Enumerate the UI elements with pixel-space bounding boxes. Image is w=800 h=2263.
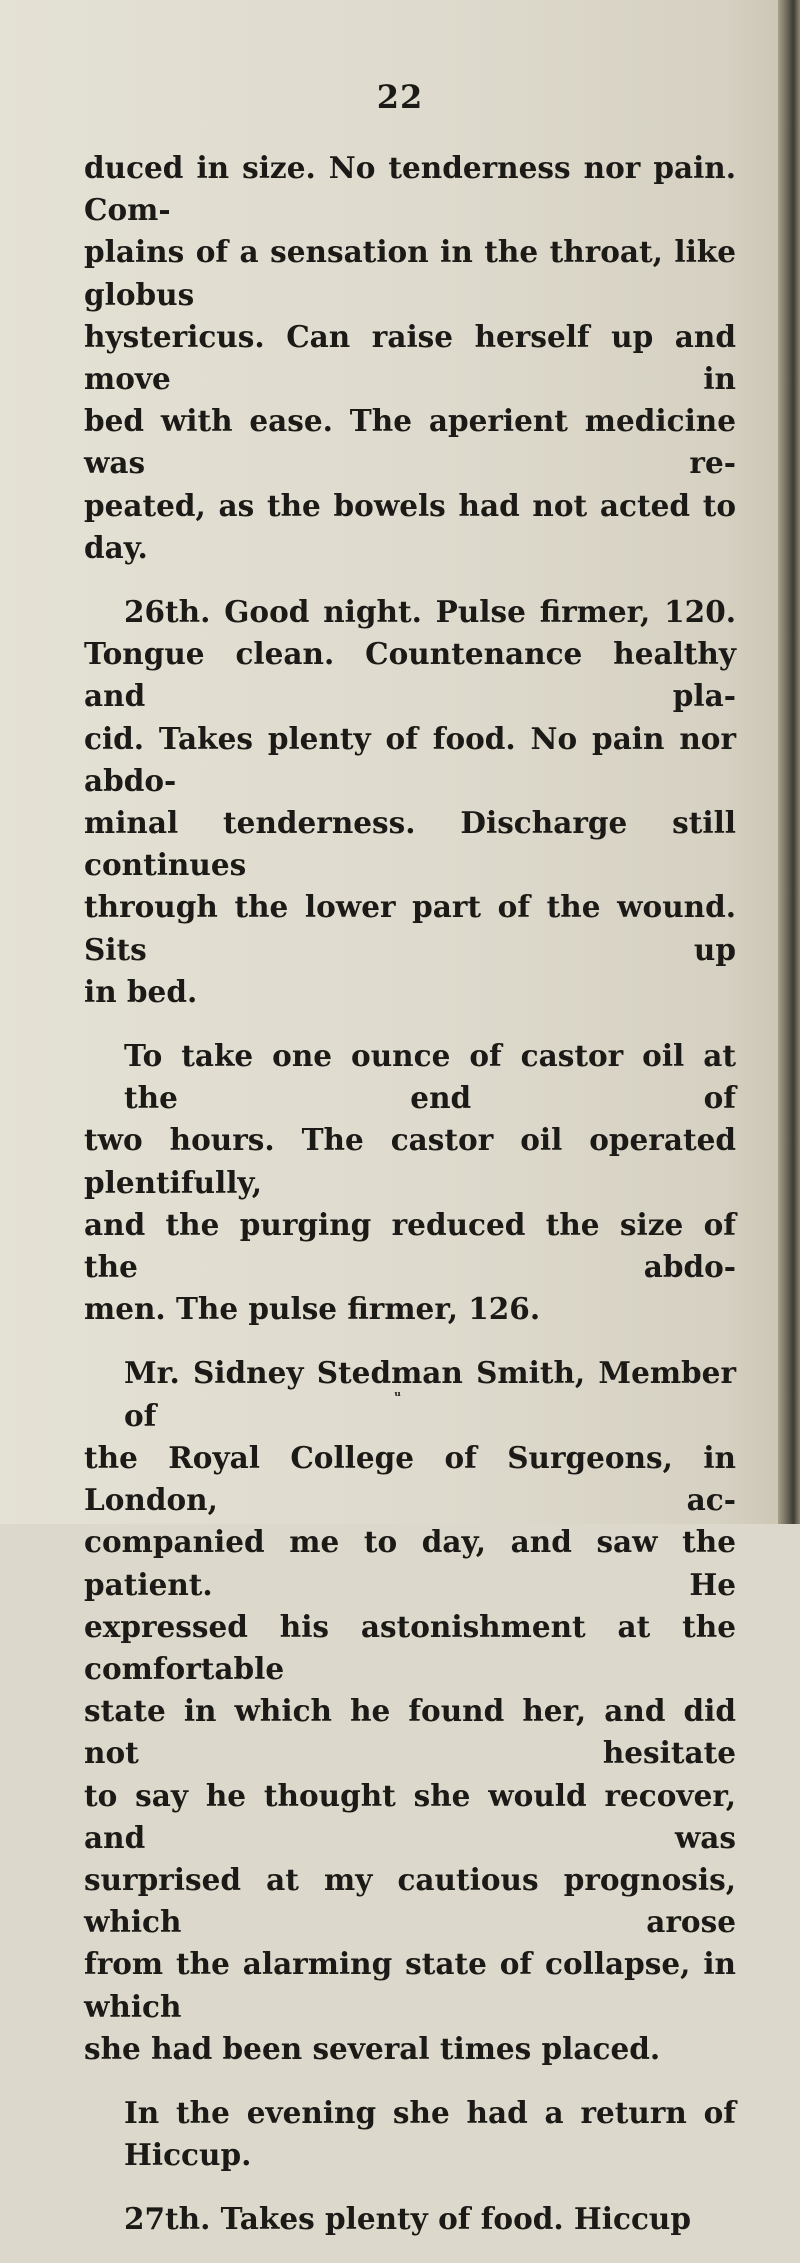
paragraph-5 <box>84 2092 736 2176</box>
text-line: cid. Takes plenty of food. No pain nor abdo- <box>84 720 736 798</box>
text-line: companied me to day, and saw the patient. He <box>84 1524 736 1602</box>
text-line: expressed his astonishment at the comfortable <box>84 1608 736 1686</box>
paragraph-3 <box>84 1035 736 1330</box>
text-line: surprised at my cautious prognosis, which arose <box>84 1861 736 1940</box>
text-line: peated, as the bowels had not acted to day. <box>84 487 736 565</box>
paragraph-4 <box>84 1352 736 2069</box>
text-line: state in which he found her, and did not hesitate <box>84 1693 736 1771</box>
text-line: 26th. Good night. Pulse firmer, 120. <box>124 594 736 630</box>
text-line: plains of a sensation in the throat, like globus <box>84 234 736 312</box>
paragraph-1 <box>84 147 736 569</box>
body-text <box>84 147 736 2263</box>
text-line: To take one ounce of castor oil at the end of <box>124 1038 736 1116</box>
text-line: through the lower part of the wound. Sits up <box>84 889 736 967</box>
text-line: two hours. The castor oil operated plentifully, <box>84 1122 736 1200</box>
text-line: in bed. <box>84 973 198 1009</box>
text-line: bed with ease. The aperient medicine was re- <box>84 403 736 481</box>
text-line: hystericus. Can raise herself up and move in <box>84 318 736 397</box>
text-line: 27th. Takes plenty of food. Hiccup <box>124 2201 692 2237</box>
text-line: In the evening she had a return of Hiccup. <box>124 2094 736 2173</box>
paragraph-2 <box>84 591 736 1013</box>
text-line: minal tenderness. Discharge still continues <box>84 805 736 883</box>
paragraph-6 <box>84 2198 736 2240</box>
page-edge <box>778 0 800 1524</box>
text-line: Mr. Sidney Stedman Smith, Member of <box>124 1355 736 1433</box>
text-line: to say he thought she would recover, and was <box>84 1777 736 1855</box>
text-line: she had been several times placed. <box>84 2030 661 2066</box>
text-line: Tongue clean. Countenance healthy and pla- <box>84 636 736 714</box>
text-line: the Royal College of Surgeons, in London, ac- <box>84 1439 736 1518</box>
text-line: men. The pulse firmer, 126. <box>84 1291 541 1327</box>
signature-mark: ᵘ <box>394 1389 402 1405</box>
text-line: from the alarming state of collapse, in which <box>84 1946 736 2024</box>
page-number: 22 <box>376 78 424 116</box>
text-line: and the purging reduced the size of the abdo- <box>84 1206 736 1285</box>
text-line: duced in size. No tenderness nor pain. Com- <box>84 150 736 228</box>
